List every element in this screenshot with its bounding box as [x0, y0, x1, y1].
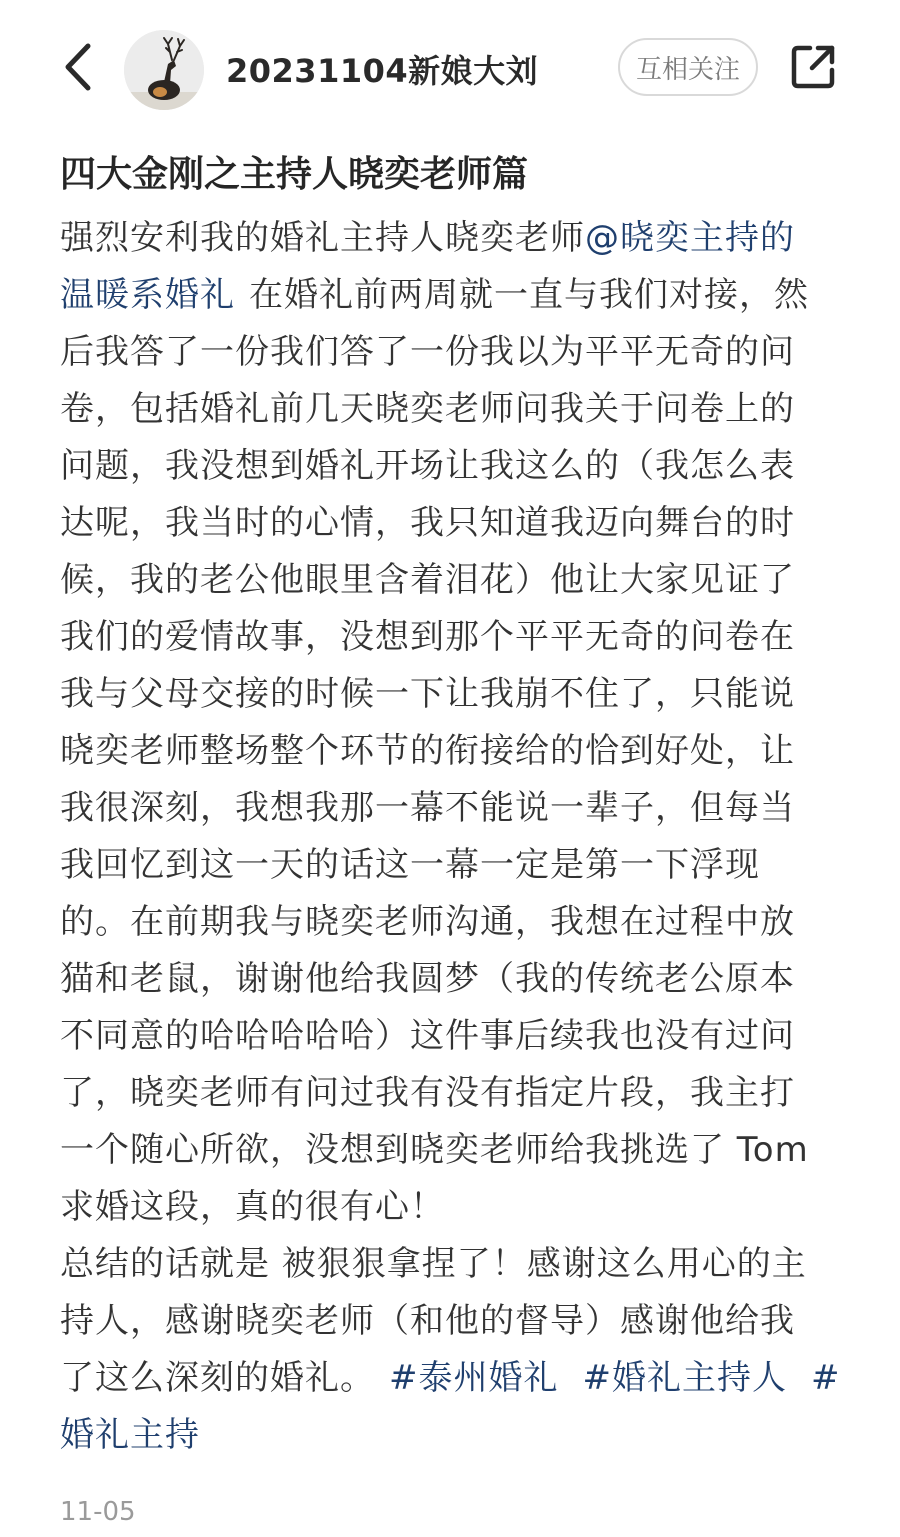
mutual-follow-button[interactable]: 互相关注 — [618, 38, 758, 96]
body-line: 了，晓奕老师有问过我有没有指定片段，我主打 — [60, 1073, 795, 1113]
body-line: 持人，感谢晓奕老师（和他的督导）感谢他给我 — [60, 1301, 795, 1341]
hashtag-link[interactable]: #婚礼主持人 — [582, 1358, 787, 1398]
body-line — [60, 1350, 841, 1407]
body-line: 求婚这段，真的很有心！ — [60, 1187, 445, 1227]
body-line — [60, 267, 830, 324]
post-body — [60, 210, 841, 1464]
body-line: 一个随心所欲，没想到晓奕老师给我挑选了 Tom — [60, 1130, 809, 1170]
body-line — [60, 210, 830, 267]
body-line: 问题，我没想到婚礼开场让我这么的（我怎么表 — [60, 446, 795, 486]
username[interactable]: 20231104新娘大刘 — [226, 52, 539, 90]
avatar[interactable] — [124, 30, 204, 110]
mention-link[interactable]: @晓奕主持的 — [585, 218, 795, 258]
back-button[interactable] — [58, 40, 102, 94]
body-line: 晓奕老师整场整个环节的衔接给的恰到好处，让 — [60, 731, 795, 771]
body-line: 我回忆到这一天的话这一幕一定是第一下浮现 — [60, 845, 760, 885]
body-line — [60, 1407, 830, 1464]
body-line: 我与父母交接的时候一下让我崩不住了，只能说 — [60, 674, 795, 714]
hashtag-link[interactable]: # — [811, 1358, 841, 1398]
post-date: 11-05 — [60, 1497, 136, 1527]
body-line: 后我答了一份我们答了一份我以为平平无奇的问 — [60, 332, 795, 372]
body-text: 强烈安利我的婚礼主持人晓奕老师 — [60, 218, 585, 258]
post-title: 四大金刚之主持人晓奕老师篇 — [60, 154, 529, 195]
share-button[interactable] — [788, 42, 838, 92]
share-external-icon — [788, 42, 838, 92]
body-line: 我很深刻，我想我那一幕不能说一辈子，但每当 — [60, 788, 795, 828]
body-text: 了这么深刻的婚礼。 — [60, 1358, 375, 1398]
body-text: 在婚礼前两周就一直与我们对接，然 — [249, 275, 809, 315]
body-line: 不同意的哈哈哈哈哈）这件事后续我也没有过问 — [60, 1016, 795, 1056]
mention-link-continued[interactable]: 温暖系婚礼 — [60, 275, 235, 315]
hashtag-link-continued[interactable]: 婚礼主持 — [60, 1415, 200, 1455]
body-line: 我们的爱情故事，没想到那个平平无奇的问卷在 — [60, 617, 795, 657]
body-line: 的。在前期我与晓奕老师沟通，我想在过程中放 — [60, 902, 795, 942]
body-line: 卷，包括婚礼前几天晓奕老师问我关于问卷上的 — [60, 389, 795, 429]
chevron-left-icon — [58, 40, 102, 94]
top-bar — [0, 0, 900, 134]
body-line: 总结的话就是 被狠狠拿捏了！感谢这么用心的主 — [60, 1244, 807, 1284]
body-line: 猫和老鼠，谢谢他给我圆梦（我的传统老公原本 — [60, 959, 795, 999]
body-line: 达呢，我当时的心情，我只知道我迈向舞台的时 — [60, 503, 795, 543]
hashtag-link[interactable]: #泰州婚礼 — [389, 1358, 559, 1398]
body-line: 候，我的老公他眼里含着泪花）他让大家见证了 — [60, 560, 795, 600]
deer-avatar-icon — [124, 30, 204, 110]
